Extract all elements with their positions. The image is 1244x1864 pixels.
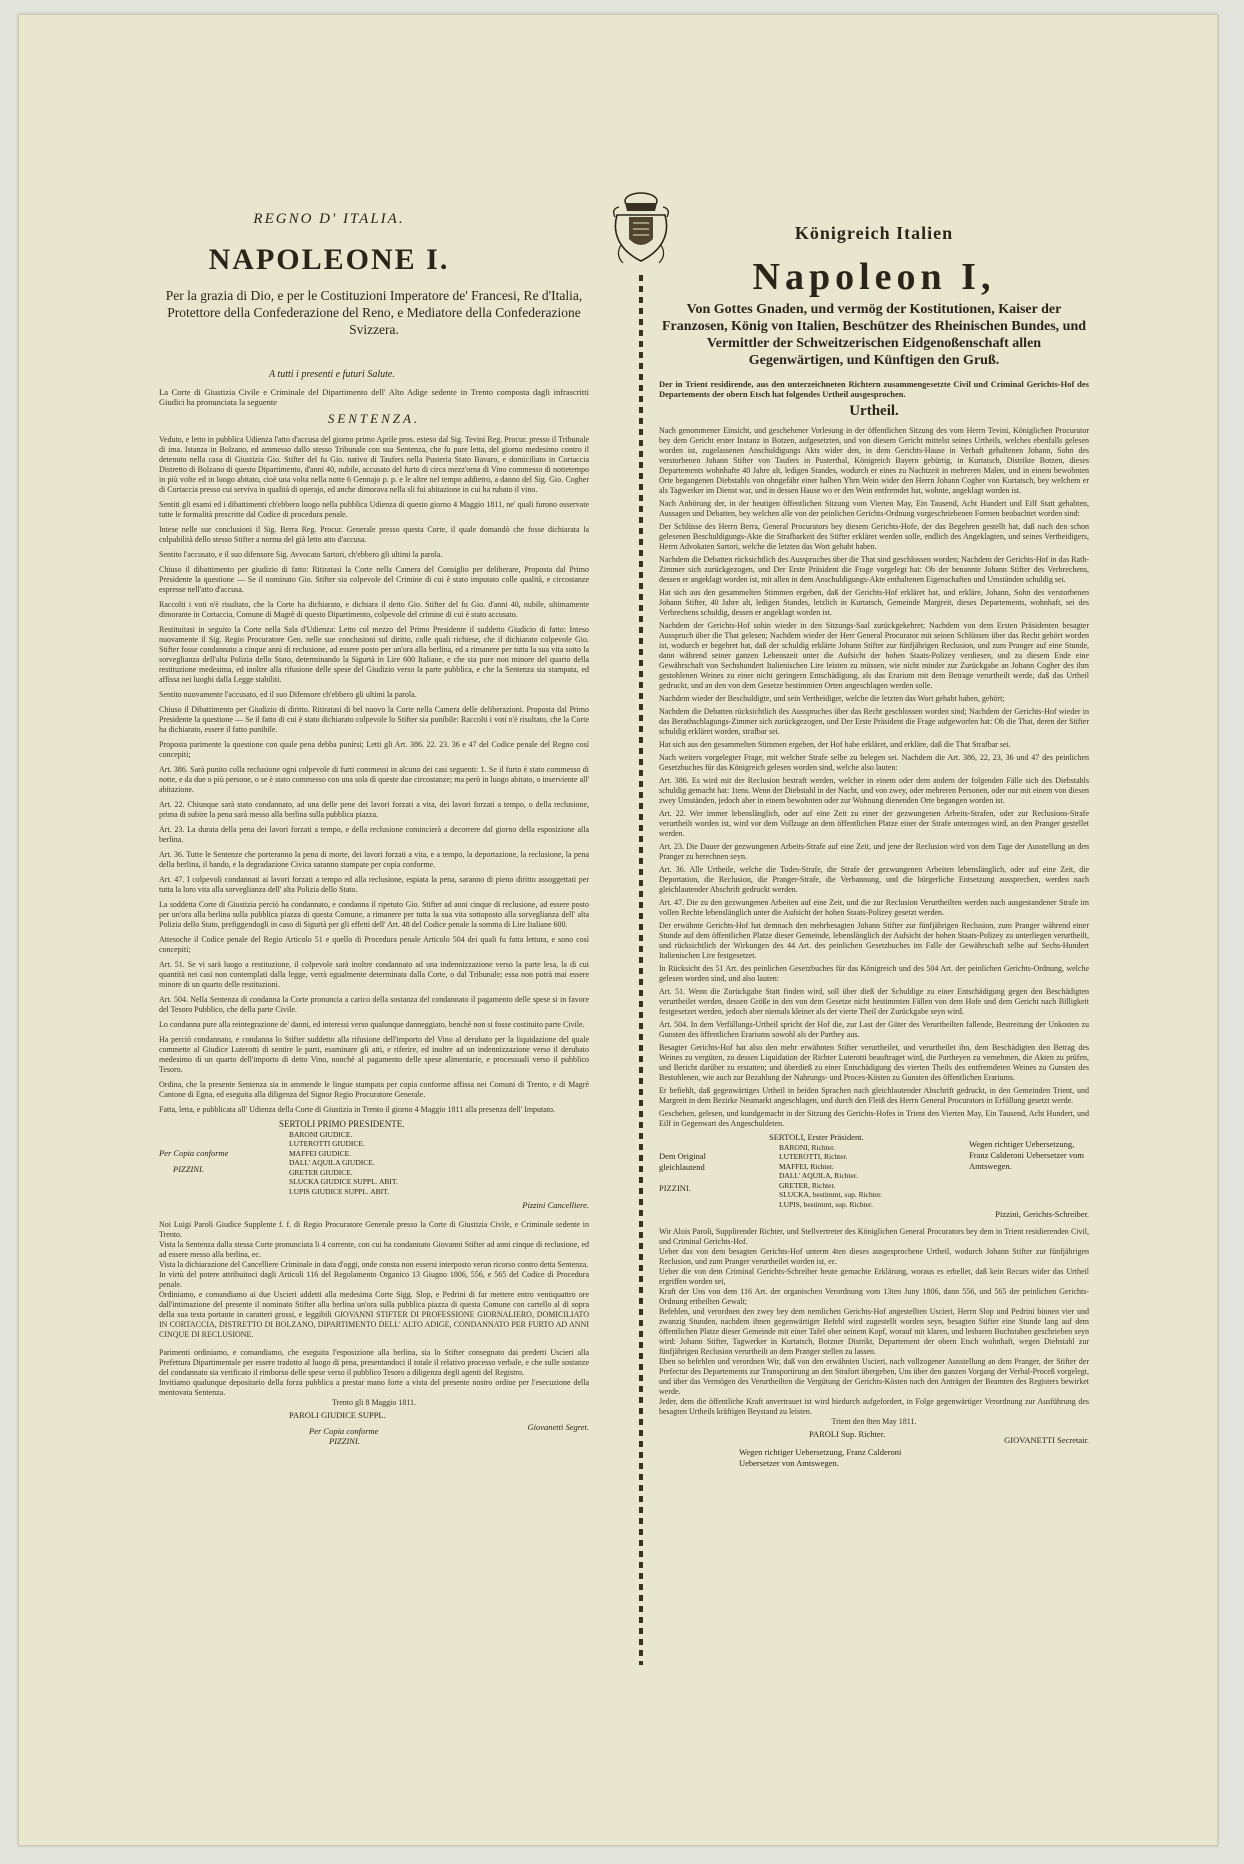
italian-paragraph: Ordina, che la presente Sentenza sia in ammende le lingue stampata per copia conforme affissa nei Comuni di Trento, e di Magrè Cantone di Egna, ed eseguita alla diligenza del Signor Regio Procuratore Generale. [159,1080,589,1099]
italian-intro: La Corte di Giustizia Civile e Criminale del Dipartimento dell' Alto Adige sedente in Trento composta dagli infrascritti Giudici ha pronunciata la seguente [159,387,589,407]
german-second-decree [659,1227,1089,1427]
judge-name: LUTEROTTI, Richter. [779,1152,848,1161]
italian-copy-conform: Per Copia conforme [159,1148,229,1158]
italian-paragraph: Proposta parimente la questione con quale pena debba punirsi; Letti gli Art. 386. 22. 23. 36 e 47 del Codice penale del Regno così concepiti; [159,740,589,759]
german-paragraph: Der Schlüsse des Herrn Berra, General Procurators bey diesem Gerichts-Hofe, der das Begehren gestellt hat, daß nach den schon gelesenen Beschuldigungs-Akte die Strafbarkeit des Stifter erkläret werden solle, endlich des Angeklagten, und seines Vertheidigers, Herrn Advokaten Sartori, welche die letzten das Wort gehabt haben. [659,522,1089,551]
german-paragraph: Besagter Gerichts-Hof hat also den mehr erwähnten Stifter verurtheilet, und verurtheilet ihn, dem Beschädigten den Betrag des Weines zu vergüten, zu dessen Liquidation der Richter Luterotti beauftraget wird, die Partheyen zu vernehmen, die Akten zu prüfen, und Bericht darüber zu erstatten; und überdieß zu einer Entschädigung des vierten Theils des entfremdeten Weines zu Gunsten des Bestohlenen, wie auch zur Bezahlung der Nahrungs- und Proces-Kösten zu Gunsten des öffentlichen Erariums. [659,1043,1089,1082]
italian-copy-name: PIZZINI. [173,1164,204,1174]
italian-article: Art. 36. Tutte le Sentenze che porteranno la pena di morte, dei lavori forzati a vita, e a tempo, la deportazione, la reclusione, la pena della berlina, il bando, e la degradazione Civica saranno stampate per copia conforme. [159,850,589,869]
italian-secretary: Giovanetti Segret. [527,1422,589,1432]
italian-paragraph: Chiuso il dibattimento per giudizio di fatto: Ritiratasi la Corte nella Camera del Consiglio per deliberare, Proposta dal Primo Presidente la questione — Se il nominato Gio. Stifter sia colpevole del Crimine di cui è stato imputato colle qualità, e circostanze espresse nell'atto d'accusa. [159,565,589,594]
italian-paragraphs [159,435,589,1115]
column-divider-ornament [639,275,643,1665]
judge-name: SLUCKA, bestimmt, sup. Richter. [779,1190,883,1199]
italian-judges-list [279,1120,405,1196]
italian-paragraph: Intese nelle sue conclusioni il Sig. Berra Reg. Procur. Generale presso questa Corte, il quale domandò che fosse dichiarata la colpabilità dello stesso Stifter a norma del già letto atto d'accusa. [159,525,589,544]
decree-paragraph: Vista la Sentenza dalla stessa Corte pronunciata li 4 corrente, con cui ha condannato Giovanni Stifter ad anni cinque di reclusione, ed ad essere messo alla berlina, ec. [159,1240,589,1259]
decree-date: Trient den 8ten May 1811. [831,1417,917,1426]
italian-article: Art. 386. Sarà punito colla reclusione ogni colpevole di furti commessi in alcuno dei casi seguenti: 1. Se il furto è stato commesso di notte, e da due o più persone, o se è stato commesso con una sola di queste due circostanze; ma però in luogo abitato, o inserviente all' abitazione. [159,765,589,794]
german-article: Art. 51. Wenn die Zurückgabe Statt finden wird, soll über dieß der Schuldige zu einer Entschädigung gegen den Beschädigten verurtheilet werden, dessen Größe in den von dem Gesetze nicht bestimmten Fällen von dem Hofe und dem Gericht nach Billigkeit festgesetzet werden, jedoch aber niemals kleiner als der vierte Theil der Zurückgabe seyn wird. [659,987,1089,1016]
italian-sentence-heading: SENTENZA. [327,411,421,426]
decree-paragraph: Ordiniamo, e comandiamo ai due Uscieri addetti alla medesima Corte Sigg. Slop, e Pedrini di far mettere entro ventiquattro ore dall'intimazione del presente il nominato Stifter alla berlina un'ora sulla pubblica piazza di questa Comune con cartello al di sopra della sua testa portante in caratteri grossi, e leggibili GIOVANNI STIFTER DI PROFESSIONE GIORNALIERO, DOMICILIATO IN CORTACCIA, DISTRETTO DI BOLZANO, DIPARTIMENTO DELL' ALTO ADIGE, CONDANNATO PER FURTO AD ANNI CINQUE DI RECLUSIONE. [159,1290,589,1339]
italian-paragraph: Sentito l'accusato, e il suo difensore Sig. Avvocato Sartori, ch'ebbero gli ultimi la parola. [159,550,443,559]
italian-paragraph: Ha perciò condannato, e condanna lo Stifter suddetto alla rifusione dell'importo del Vino al derubato per la liquidazione del quale commette al Giudice Luterotti di sentire le parti, esaminare gli atti, e riferire, ed inoltre ad un indennizzazione verso il derubato medesimo di un quarto dell'importo di detto Vino, nonchè al pagamento delle spese alimentarie, e processuali verso il pubblico Tesoro. [159,1035,589,1074]
decree-date: Trento gli 8 Maggio 1811. [331,1398,417,1407]
italian-second-decree [159,1220,589,1408]
italian-article: Art. 504. Nella Sentenza di condanna la Corte pronuncia a carico della sostanza del condannato il pagamento delle spese si in favore del Tesoro Pubblico, che della parte Civile. [159,995,589,1014]
german-article: Art. 504. In dem Verfällungs-Urtheil spricht der Hof die, zur Last der Güter des Verurtheilten fallende, Bestreitung der Unkosten zu Gunsten des öffentlichen Erariums sowohl als der Parthey aus. [659,1020,1089,1039]
german-paragraph: Nach Anhörung der, in der heutigen öffentlichen Sitzung vom Vierten May, Ein Tausend, Acht Hundert und Eilf Statt gehabten, Aussagen und Debatten, bey welchen alle von der peinlichen Gerichts-Ordnung vorgeschriebenen Formen beobachtet worden sind: [659,499,1089,518]
judge-name: SERTOLI, Erster Präsident. [769,1132,864,1142]
judge-name: SERTOLI PRIMO PRESIDENTE. [279,1119,405,1129]
judge-name: LUTEROTTI GIUDICE. [289,1139,365,1148]
paroli-signature: PAROLI GIUDICE SUPPL. [289,1410,386,1420]
german-article: Art. 23. Die Dauer der gezwungenen Arbeits-Strafe auf eine Zeit, und jene der Reclusion wird von dem Tage der Ausstellung an den Pranger zu berechnen seyn. [659,842,1089,861]
italian-greeting: A tutti i presenti e futuri Salute. [269,369,395,380]
italian-paragraph: Fatta, letta, e pubblicata all' Udienza della Corte di Giustizia in Trento il giorno 4 Maggio 1811 alla presenza dell' Imputato. [159,1105,556,1114]
italian-paragraph: Attesoche il Codice penale del Regio Articolo 51 e quello di Procedura penale Articolo 504 dei quali fu fatta lettura, e sono così concepiti; [159,935,589,954]
german-final-signatures [659,1427,1089,1475]
italian-paragraph: Raccolti i voti n'è risultato, che la Corte ha dichiarato, e dichiara il detto Gio. Stifter del fu Gio. d'anni 40, nubile, ultimamente dimorante in Cortaccia, Comune di Magrè di questo Dipartimento, colpevole del crimine di cui è stato accusato. [159,600,589,619]
italian-signatures [159,1120,589,1208]
german-chancellor: Pizzini, Gerichts-Schreiber. [995,1209,1089,1219]
german-intro: Der in Trient residirende, aus den unterzeichneten Richtern zusammengesetzte Civil und Criminal Gerichts-Hof des Departements der obern Etsch hat folgendes Urtheil ausgesprochen. [659,379,1089,399]
italian-article: Art. 47. I colpevoli condannati ai lavori forzati a tempo ed alla reclusione, espiata la pena, saranno di pieno diritto assoggettati per tutta la loro vita alla sorveglianza dell' alta Polizia dello Stato. [159,875,589,894]
decree-paragraph: Wir Alois Paroli, Supplirender Richter, und Stellvertreter des Königlichen General Procurators bey dem in Trient residierenden Civil, und Criminal Gerichts-Hof. [659,1227,1089,1246]
italian-kingdom-heading: REGNO D' ITALIA. [253,211,405,227]
german-paragraph: Der erwähnte Gerichts-Hof hat demnach den mehrbesagten Johann Stifter zur fünfjährigen Reclusion, zum Pranger während einer Stunde auf dem öffentlichen Platze dieser Gemeinde, lebenslänglich der Aufsicht der hohen Staats-Polizey zu unterliegen verurtheilt, und rücksichtlich der Wirkungen des 44 Art. des peinlichen Gesetzbuches im Falle der Gewährschaft selbe auf Sechs-Hundert Italienischen Lire festgesetzet. [659,921,1089,960]
paroli-signature: PAROLI Sup. Richter. [809,1429,886,1439]
decree-paragraph: Invitiamo qualunque depositario della forza pubblica a prestar mano forte a vista del presente nostro ordine per l'esecuzione della mentovata Sentenza. [159,1378,589,1397]
german-article: Art. 47. Die zu den gezwungenen Arbeiten auf eine Zeit, und die zur Reclusion Verurtheilten werden nach ausgestandener Strafe im vollen Rechte lebenslänglich unter die Aufsicht der hohen Staats-Polizey gesetzt werden. [659,898,1089,917]
italian-paragraph: Chiuso il Dibattimento per Giudizio di diritto. Ritiratasi di bel nuovo la Corte nella Camera delle deliberazioni. Proposta dal Primo Presidente la questione — Se il fatto di cui è stato dichiarato colpevole lo Stifter sia punibile: Raccolti i voti n'è risultato, che la Corte ha dichiarato, essere il fatto punibile. [159,705,589,734]
judge-name: LUPIS GIUDICE SUPPL. ABIT. [289,1186,390,1196]
german-final-translation: Wegen richtiger Uebersetzung, Franz Calderoni Uebersetzer von Amtswegen. [739,1447,902,1468]
german-paragraphs [659,426,1089,1129]
poster-sheet [18,14,1218,1846]
judge-name: DALL' AQUILA GIUDICE. [289,1158,375,1167]
german-paragraph: Nachdem der Gerichts-Hof sohin wieder in den Sitzungs-Saal zurückgekehret; Nachdem von dem Ersten Präsidenten besagter Ausspruch über die That gelesen; Nachdem wieder der Herr General Procurator mit seinen Schlüssen über das Recht gehört worden ist, wodurch er begehret hat, daß der schuldig erklärte Johann Stifter zur fünfjährigen Reclusion, und zum Pranger auf eine Stunde, dann während seiner ganzen Lebenszeit unter die Aufsicht der hohen Staats-Polizey verdiesen, und zu diesem Ende eine Gewährschaft von Sechshundert Italienischen Lire leisten zu müssen, wie nicht minder zur Zurückgabe an Johann Cogher des ihm gestohlenen Weines zu einer nicht geringern Entschädigung, als das Erarium mit dem Betrage verurtheilt werde, daß das Urtheil gedruckt, und an den von dem Gesetze bestimmten Orten angeschlagen werden solle. [659,621,1089,690]
decree-paragraph: Vista la dichiarazione del Cancelliere Criminale in data d'oggi, onde consta non essersi interposto verun ricorso contro detta Sentenza. [159,1260,589,1269]
italian-paragraph: La soddetta Corte di Giustizia perciò ha condannato, e condanna il ripetuto Gio. Stifter ad anni cinque di reclusione, ad essere posto per un'ora alla berlina sulla pubblica piazza di questa Comune, a rimanere per tutta la sua vita sottoposto alla sorveglianza dell' alta Polizia dello Stato, prefiggendogli in caso di Sigurtà per gli effetti dell' Art. 48 del Codice penale la somma di Lire Italiane 600. [159,900,589,929]
italian-final-copy-name: PIZZINI. [329,1436,360,1446]
german-body [659,379,1089,1475]
german-paragraph: Hat sich aus den gesammelten Stimmen ergeben, daß der Gerichts-Hof erkläret hat, und erkläre, Johann, Sohn des verstorbenen Johann Stifter, 40 Jahre alt, ledigen Standes, letzlich in Kurtatsch, Gemeinde Margreit, dieses Departements, wohnhaft, sei des Verbrechens schuldig, dessen er angeklagt worden ist. [659,588,1089,617]
judge-name: BARONI GIUDICE. [289,1129,353,1139]
italian-article: Art. 23. La durata della pena dei lavori forzati a tempo, e della reclusione comincierà a decorrere dal giorno della esposizione alla berlina. [159,825,589,844]
italian-chancellor: Pizzini Cancelliere. [522,1200,589,1210]
german-kingdom-heading: Königreich Italien [794,223,954,243]
german-paragraph: Hat sich aus den gesammelten Stimmen ergeben, der Hof habe erkläret, und erkläre, daß die That Strafbar sei. [659,740,1011,749]
italian-subtitle: Per la grazia di Dio, e per le Costituzioni Imperatore de' Francesi, Re d'Italia, Protettore della Confederazione del Reno, e Mediatore della Confederazione Svizzera. [165,288,583,337]
italian-paragraph: Veduto, e letto in pubblica Udienza l'atto d'accusa del giorno primo Aprile pros. esteso dal Sig. Tevini Reg. Procur. presso il Tribunale di ima. Istanza in Bolzano, ed ammesso dallo stesso Tribunale con sua Sentenza, che fu pure letta, del giorno medesimo contro il detenuto nella casa di Giustizia Gio. Stifter del fu Gio. nativo di Taufers nella Pusteria Stato Bavaro, e domiciliato in Cortaccia Distretto di Bolzano di questo Dipartimento, d'anni 40, nubile, accusato del furto di circa mezz'orna di Vino commesso di nottetempo in più volte ed in luogo abitato, cioè una volta nella notte 6 Gennajo p. p. e le altre nel tempo addietro, a danno del Sig. Gio. Cogher di Cortaccia presso cui serviva in qualità di operajo, ed anche dimorava nella sli fui abitazione in cui ha rubato il vino. [159,435,589,494]
judge-name: GRETER, Richter. [779,1180,836,1190]
german-paragraph: Er befiehlt, daß gegenwärtiges Urtheil in beiden Sprachen nach gleichlautender Abschrift gedruckt, in den Gemeinden Trient, und Margreit in dem Bezirke Neumarkt angeschlagen, und durch den Fleiß des Herrn General Procurators in Erfüllung gesetzt werde. [659,1086,1089,1105]
judge-name: MAFFEI, Richter. [779,1161,834,1171]
german-paragraph: In Rücksicht des 51 Art. des peinlichen Gesetzbuches für das Königreich und des 504 Art. der peinlichen Gerichts-Ordnung, welche gelesen worden sind, und also lauten: [659,964,1089,983]
decree-paragraph: Parimenti ordiniamo, e comandiamo, che eseguita l'esposizione alla berlina, sia lo Stifter consegnato dai predetti Uscieri alla Prefettura Dipartimentale per essere tradotto al luogo di pena, presentandoci il totale il relativo processo verbale, e che sulle sostanze del condannato sia verificato il rimborso delle spese verso il pubblico Tesoro a diligenza degli agenti del Registro. [159,1348,589,1377]
judge-name: GRETER GIUDICE. [289,1167,353,1177]
italian-body [159,387,589,1448]
decree-paragraph: Jeder, dem die öffentliche Kraft anvertrauet ist wird hiedurch aufgefordert, in Folge gegenwärtiger Verordnung zur Ausführung des besagten Urtheils kräftigen Beystand zu leisten. [659,1397,1089,1416]
german-article: Art. 386. Es wird mit der Reclusion bestraft werden, welcher in einem oder dem andern der folgenden Fälle sich des Diebstahls schuldig gemacht hat: 1tens. Wenn der Diebstahl in der Nacht, und von zwey, oder mehreren Personen, oder nur mit einem von diesen zwey Umständen, jedoch aber in einem bewohnten oder zur Wohnung dienenden Orte begangen worden ist. [659,776,1089,805]
italian-paragraph: Lo condanna pure alla reintegrazione de' danni, ed interessi verso qualunque danneggiato, benchè non si fosse costituito parte Civile. [159,1020,585,1029]
german-subtitle: Von Gottes Gnaden, und vermög der Kostitutionen, Kaiser der Franzosen, König von Italien, Beschützer des Rheinischen Bundes, und Vermittler der Schweitzerischen Eidgenoßenschaft allen Gegenwärtigen, und Künftigen den Gruß. [661,302,1087,368]
german-paragraph: Geschehen, gelesen, und kundgemacht in der Sitzung des Gerichts-Hofes in Trient den Vierten May, Ein Tausend, Acht Hundert, und Eilf in Gegenwart des Angeschuldeten. [659,1109,1089,1128]
german-verdict-heading: Urtheil. [849,403,899,419]
german-signatures [659,1133,1089,1217]
italian-article: Art. 22. Chiunque sarà stato condannato, ad una delle pene dei lavori forzati a vita, dei lavori forzati a tempo, o della reclusione, prima di subire la pena sarà messo alla berlina sulla pubblica piazza. [159,800,589,819]
judge-name: BARONI, Richter. [779,1142,836,1152]
german-translation-note: Wegen richtiger Uebersetzung, Franz Calderoni Uebersetzer vom Amtswegen. [969,1139,1084,1171]
german-copy-name: PIZZINI. [659,1183,691,1193]
german-article: Art. 36. Alle Urtheile, welche die Todes-Strafe, die Strafe der gezwungenen Arbeiten lebenslänglich, oder auf eine Zeit, die Deportation, die Reclusion, die Pranger-Strafe, die Verbannung, und die bürgerliche Entsetzung aussprechen, werden nach gleichlautender Abschrift gedruckt werden. [659,865,1089,894]
german-original-conform: Dem Original gleichlautend [659,1151,706,1172]
german-secretary: GIOVANETTI Secretair. [1004,1435,1089,1445]
italian-final-copy-conform: Per Copia conforme [309,1426,379,1436]
decree-paragraph: Befehlen, und verordnen den zwey bey dem nemlichen Gerichts-Hof angestellten Uscieri, Herrn Slop und Pedrini binnen vier und zwanzig Stunden, nachdem ihnen gegenwärtiger Befehl wird zugestellt worden seyn, besagten Stifter eine Stunde lang auf dem öffentlichen Platze dieser Gemeinde mit einer Tafel ober seinem Kopf, worauf mit klaren, und lesbaren Buchstaben geschrieben seyn wird: Johann Stifter, Tagwerker in Kurtatsch, Botzner Distrikt, Departement der obern Etsch wohnhaft, wegen Diebstahl zur fünfjährigen Reclusion verurtheilt an dem Pranger stellen zu lassen. [659,1307,1089,1356]
german-paragraph: Nach weiters vorgelegter Frage, mit welcher Strafe selbe zu belegen sei. Nachdem die Art. 386, 22, 23, 36 und 47 des peinlichen Gesetzbuches für das Königreich gelesen worden sind, welche also lauten: [659,753,1089,772]
decree-paragraph: Ueber die von dem Criminal Gerichts-Schreiber heute gemachte Erklärung, woraus es erhellet, daß kein Recurs wider das Urtheil ergriffen worden sei, [659,1267,1089,1286]
german-paragraph: Nachdem wieder der Beschuldigte, und sein Vertheidiger, welche die letzten das Wort gehabt haben, gehört; [659,694,1005,703]
italian-final-signatures [159,1408,589,1448]
italian-title: NAPOLEONE I. [208,243,450,276]
decree-paragraph: Eben so befehlen und verordnen Wir, daß von den erwähnten Uscieri, nach vollzogener Ausstellung an dem Pranger, der Stifter der Prefectur des Departements zur Transportirung an den Strafort übergeben, Uns über den ganzen Vorgang der Verbal-Proceß vorgelegt, und über das Vermögen des Verurtheilten die Vergütung der Gerichts-Kösten nach den Anträgen der Beamten des Registers bewirket werde. [659,1357,1089,1396]
italian-paragraph: Sentito nuovamente l'accusato, ed il suo Difensore ch'ebbero gli ultimi la parola. [159,690,417,699]
decree-paragraph: Noi Luigi Paroli Giudice Supplente f. f. di Regio Procuratore Generale presso la Corte di Giustizia Civile, e Criminale sedente in Trento. [159,1220,589,1239]
decree-paragraph: In virtù del potere attribuitoci dagli Articoli 116 del Regolamento Organico 13 Giugno 1806, 556, e 565 del Codice di Procedura penale. [159,1270,589,1289]
decree-paragraph: Ueber das von dem besagten Gerichts-Hof unterm 4ten dieses ausgesprochene Urtheil, wodurch Johann Stifter zur fünfjährigen Reclusion, und zum Pranger verurtheilet worden ist, ec. [659,1247,1089,1266]
italian-article: Art. 51. Se vi sarà luogo a restituzione, il colpevole sarà inoltre condannato ad una indennizzazione verso la parte lesa, la di cui quantità nei casi non contemplati dalla legge, verrà egualmente determinata dalla Corte, o dal Tribunale; essa non potrà mai essere minore di un quarto delle restituzioni. [159,960,589,989]
judge-name: LUPIS, bestimmt, sup. Richter. [779,1199,873,1209]
german-judges-list [769,1133,882,1209]
judge-name: DALL' AQUILA, Richter. [779,1171,858,1180]
judge-name: SLUCKA GIUDICE SUPPL. ABIT. [289,1177,398,1186]
decree-paragraph: Kraft der Uns von dem 116 Art. der organischen Verordnung vom 13ten Juny 1806, dann 556, und 565 der peinlichen Gerichts-Ordnung ertheilten Gewalt; [659,1287,1089,1306]
german-paragraph: Nach genommener Einsicht, und geschehener Vorlesung in der öffentlichen Sitzung des vom Herrn Tevini, Königlichen Procurator bey dem Gericht erster Instanz in Botzen, aufgesetzten, und von diesem Gericht mittelst seines Urtheils, welches ebenfalls gelesen worden ist, zugelassenen Anschuldigungs Akts wider den, in dem Gerichts-Hause in Verhaft gehaltenen Johann, Sohn des verstorbenen Johann Stifter von Taufers in Pusterthal, Königreich Bayern gebürtig, in Kurtatsch, Distrikte Botzen, dieses Departements wohnhafte 40 Jahre alt, ledigen Standes, wodurch er eines zu Nachtzeit in mehreren Malen, und in einem bewohnten Orte begangenen Diebstahls von ohngefähr einer halben Yhrn Wein wider den Herrn Johann Cogher von Kurtatsch, bey welchem er als Tagwerker im Dienst war, und in dessen Hause wo er den Wein entfremdet hat, wohnte, angeklagt worden ist. [659,426,1089,495]
italian-paragraph: Sentiti gli esami ed i dibattimenti ch'ebbero luogo nella pubblica Udienza di questo giorno 4 Maggio 1811, ne' quali furono osservate tutte le formalità prescritte dal Codice di procedura penale. [159,500,589,519]
german-title: Napoleon I, [752,256,996,298]
german-paragraph: Nachdem die Debatten rücksichtlich des Ausspruches über die That sind geschlossen worden; Nachdem der Gerichts-Hof in das Rath-Zimmer sich zurückgezogen, und Der Erste Präsident die Frage vorgelegt hat: Ob der benannte Johann Stifter des Verbrechens, dessen er angeklagt worden ist, mit allen in dem Anschuldigungs-Akte enthaltenen Eigenschaften und Umständen schuldig sei. [659,555,1089,584]
judge-name: MAFFEI GIUDICE. [289,1148,352,1158]
italian-paragraph: Restituitasi in seguito la Corte nella Sala d'Udienza: Letto col mezzo del Primo Presidente il suddetto Giudicio di fatto: Inteso nuovamente il Sig. Regio Procuratore Gen. nelle sue conclusioni sul diritto, colle quali richiese, che il dichiarato colpevole Gio. Stifter fosse condannato a cinque anni di reclusione, ad essere posto per un'ora alla berlina, ed a rimanere per tutta la sua vita sotto la sorveglianza dell'alta Polizia dello Stato, determinando la Sigurtà in Lire 600 Italiane, e che sia pure non minore del quarto della restituzione medesima, ed inoltre alla rifusione delle spese del Giudizio verso la parte pubblica, e che la Sentenza sia stampata, ed affissa nei luoghi dalla Legge stabiliti. [159,625,589,684]
german-article: Art. 22. Wer immer lebenslänglich, oder auf eine Zeit zu einer der gezwungenen Arbeits-Strafen, oder zur Reclusions-Strafe verurtheilt worden ist, wird vor dem Vollzuge an dem öffentlichen Platze einer der Strafe unterzogen wird, an den Pranger gestellet werden. [659,809,1089,838]
german-paragraph: Nachdem die Debatten rücksichtlich des Ausspruches über das Recht geschlossen worden sind; Nachdem der Gerichts-Hof wieder in das Berathschlagungs-Zimmer sich zurückgezogen, und Der Erste Präsident die Frage aufgeworfen hat: Ob die That, deren der Stifter schuldig erkläret worden, strafbar sei. [659,707,1089,736]
